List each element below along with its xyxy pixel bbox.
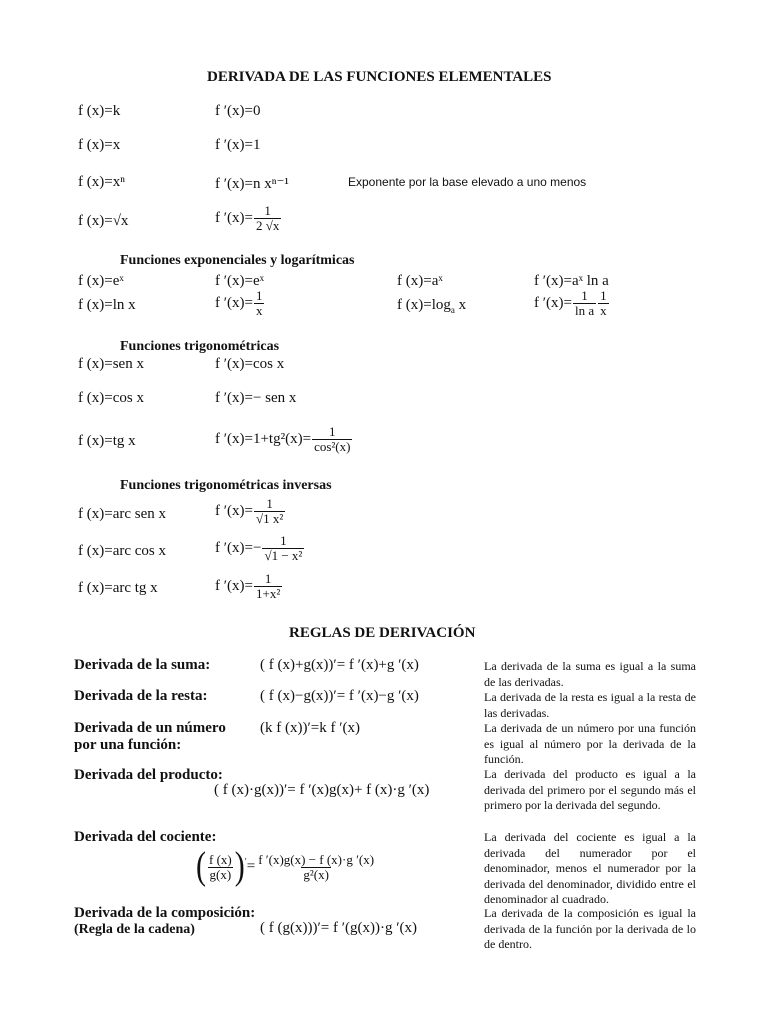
derivative-constant: f ′(x)=0: [215, 103, 261, 119]
rule-chain-name: Derivada de la composición:: [74, 905, 256, 921]
rules-title: REGLAS DE DERIVACIÓN: [289, 625, 476, 641]
formula-arcsen: f (x)=arc sen x: [78, 506, 167, 522]
formula-sqrt: f (x)=√x: [78, 213, 129, 229]
rule-quotient-name: Derivada del cociente:: [74, 829, 217, 845]
rule-scalar-desc: La derivada de un número por una función es igual al número por la derivada de la función.: [484, 721, 696, 766]
formula-constant: f (x)=k: [78, 103, 121, 119]
formula-log-a: f $(x)=\log_a$ x: [397, 297, 467, 315]
rule-scalar-name: Derivada de un número: [74, 720, 226, 736]
derivative-arcsen: f ′(x)= $\frac{1}{\text{√1 x²}}$: [215, 496, 284, 526]
section-trig-inv: Funciones trigonométricas inversas: [120, 478, 332, 493]
derivative-arctg: f ′(x)= $\frac{1}{\text{1+x²}}$: [215, 571, 281, 601]
formula-ln: f (x)=ln x: [78, 297, 136, 313]
section-trig: Funciones trigonométricas: [120, 339, 280, 354]
rule-sum-desc: La derivada de la suma es igual a la suma de las derivadas.: [484, 659, 696, 689]
rule-product-desc: La derivada del producto es igual a la derivada del primero por el segundo más el primero por la derivada del segundo.: [484, 767, 696, 812]
rule-sum-name: Derivada de la suma:: [74, 657, 211, 673]
rule-diff-formula: ( f (x)−g(x))′= f ′(x)−g ′(x): [260, 688, 419, 704]
formula-exp: f (x)=eˣ: [78, 273, 124, 289]
derivative-tg: f ′(x)=1+tg²(x)= $\frac{1}{\text{cos²(x)}}$: [215, 424, 351, 454]
formula-exp-a: f (x)=aˣ: [397, 273, 443, 289]
formula-arccos: f (x)=arc cos x: [78, 543, 167, 559]
rule-product-formula: ( f (x)·g(x))′= f ′(x)g(x)+ f (x)·g ′(x): [214, 782, 430, 798]
formula-identity: f (x)=x: [78, 137, 121, 153]
rule-scalar-name-2: por una función:: [74, 737, 182, 753]
rule-diff-name: Derivada de la resta:: [74, 688, 208, 704]
rule-chain-desc: La derivada de la composición es igual la derivada de la función por la derivada de lo de dentro.: [484, 906, 696, 951]
derivative-cos: f ′(x)=− sen x: [215, 390, 297, 406]
rule-scalar-formula: (k f (x))′=k f ′(x): [260, 720, 360, 736]
rule-product-name: Derivada del producto:: [74, 767, 223, 783]
formula-tg: f (x)=tg x: [78, 433, 136, 449]
rule-diff-desc: La derivada de la resta es igual a la resta de las derivadas.: [484, 690, 696, 720]
rule-chain-name-2: (Regla de la cadena): [74, 922, 195, 937]
derivative-arccos: f ′(x)=− $\frac{1}{\text{√1 − x²}}$: [215, 533, 303, 563]
formula-arctg: f (x)=arc tg x: [78, 580, 158, 596]
formula-cos: f (x)=cos x: [78, 390, 144, 406]
rule-quotient-desc: La derivada del cociente es igual a la derivada del numerador por el denominador, menos el numerador por la derivada del denominador, dividido entre el denominador al cuadrado.: [484, 830, 696, 906]
derivative-sen: f ′(x)=cos x: [215, 356, 285, 372]
derivative-power: f ′(x)=n xⁿ⁻¹: [215, 176, 289, 192]
rule-quotient-formula: ( $\frac{f (x)}{g(x)}$ )′= $\frac{f '(x)g(x) - f (x)\cdot g '(x)}{\text{g²(x)}}$: [196, 844, 375, 888]
derivative-exp-a: f ′(x)=aˣ ln a: [534, 273, 609, 289]
rule-chain-formula: ( f (g(x)))′= f ′(g(x))·g ′(x): [260, 920, 417, 936]
power-note: Exponente por la base elevado a uno menos: [348, 175, 587, 189]
derivative-identity: f ′(x)=1: [215, 137, 261, 153]
derivative-ln: f ′(x)= $\frac{1}{x}$: [215, 288, 263, 318]
section-exp-log: Funciones exponenciales y logarítmicas: [120, 253, 355, 268]
derivative-log-a: f ′(x)= $\frac{1}{\text{ln a}}$ $\frac{1}{x}$: [534, 288, 607, 318]
derivative-exp: f ′(x)=eˣ: [215, 273, 264, 289]
page-title: DERIVADA DE LAS FUNCIONES ELEMENTALES: [207, 69, 552, 85]
derivative-sqrt: f ′(x)= $\frac{1}{2 √x}$: [215, 203, 280, 233]
formula-power: f (x)=xⁿ: [78, 174, 125, 190]
formula-sen: f (x)=sen x: [78, 356, 144, 372]
rule-sum-formula: ( f (x)+g(x))′= f ′(x)+g ′(x): [260, 657, 419, 673]
